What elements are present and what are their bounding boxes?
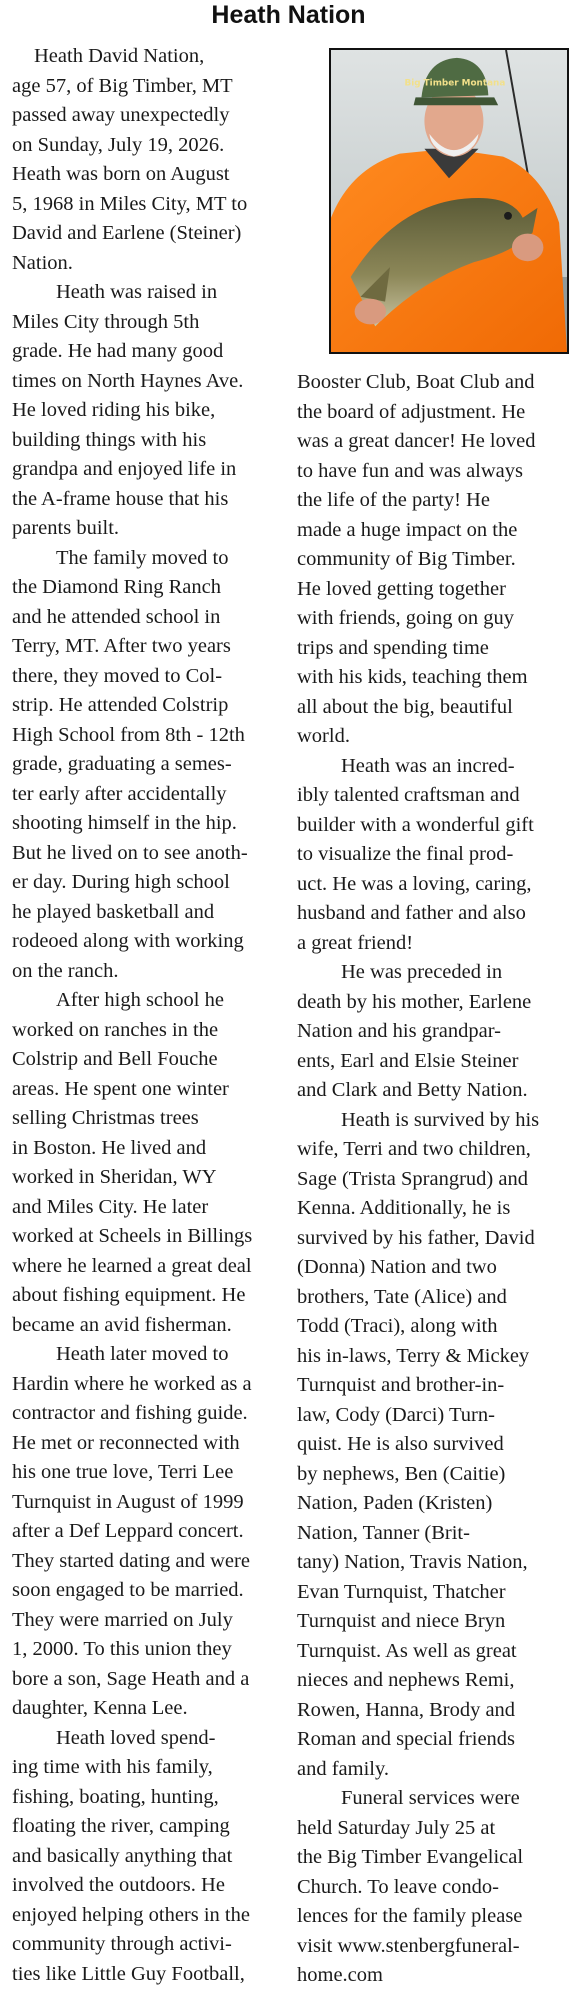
right-column-line: Turnquist and niece Bryn (297, 1610, 506, 1632)
right-column-line: the board of adjustment. He (297, 400, 526, 423)
left-column-line: and he attended school in (12, 605, 221, 628)
right-column-line: Nation and his grandpar- (297, 1020, 501, 1042)
left-column-line: er day. During high school (12, 871, 230, 893)
right-column-line: a great friend! (297, 931, 414, 954)
right-column-line: survived by his father, David (297, 1226, 535, 1249)
right-column-line: Church. To leave condo- (297, 1875, 499, 1898)
left-column-line: on the ranch. (12, 959, 119, 982)
left-column-line: 1, 2000. To this union they (12, 1638, 232, 1660)
left-column-line: age 57, of Big Timber, MT (12, 74, 233, 97)
angler-holding-fish-image (331, 50, 567, 352)
right-column-line: to have fun and was always (297, 459, 524, 482)
left-column-line: grade. He had many good (12, 340, 224, 362)
right-column-line: and Clark and Betty Nation. (297, 1079, 528, 1101)
right-column-line: trips and spending time (297, 636, 489, 659)
right-column-line: with friends, going on guy (297, 607, 514, 629)
left-column-line: on Sunday, July 19, 2026. (12, 133, 225, 156)
obituary-column-left (12, 42, 290, 1989)
left-column-line: fishing, boating, hunting, (12, 1785, 219, 1808)
left-column-line: building things with his (12, 428, 207, 451)
right-column-line: Sage (Trista Sprangrud) and (297, 1167, 528, 1190)
right-column-line: (Donna) Nation and two (297, 1256, 497, 1278)
left-column-line: shooting himself in the hip. (12, 812, 237, 834)
right-column-line: the Big Timber Evangelical (297, 1846, 524, 1868)
right-column-line: ibly talented craftsman and (297, 784, 520, 806)
left-column-line: parents built. (12, 517, 120, 539)
right-column-line: brothers, Tate (Alice) and (297, 1285, 507, 1308)
right-column-line: builder with a wonderful gift (297, 813, 534, 836)
left-column-line: and Miles City. He later (12, 1195, 209, 1218)
right-column-line: Booster Club, Boat Club and (297, 371, 535, 393)
left-column-line: bore a son, Sage Heath and a (12, 1667, 250, 1690)
left-column-line: ing time with his family, (12, 1756, 213, 1778)
right-column-line: wife, Terri and two children, (297, 1138, 531, 1160)
right-column-line: was a great dancer! He loved (297, 430, 536, 452)
left-column-line: the A-frame house that his (12, 487, 229, 510)
left-column-line: 5, 1968 in Miles City, MT to (12, 192, 248, 215)
right-column-line: lences for the family please (297, 1905, 523, 1927)
left-column-line: worked at Scheels in Billings (12, 1225, 253, 1247)
right-column-line: He was preceded in (341, 961, 503, 983)
left-column-line: He met or reconnected with (12, 1431, 240, 1454)
left-column-line: They started dating and were (12, 1549, 250, 1572)
left-column-line: where he learned a great deal (12, 1254, 252, 1277)
right-column-line: Kenna. Additionally, he is (297, 1197, 511, 1219)
left-column-line: and basically anything that (12, 1844, 233, 1867)
left-column-line: Heath loved spend- (56, 1726, 216, 1749)
left-column-line: areas. He spent one winter (12, 1077, 229, 1100)
left-column-line: High School from 8th - 12th (12, 723, 245, 746)
right-column-line: Roman and special friends (297, 1728, 516, 1750)
left-column-line: He loved riding his bike, (12, 399, 216, 421)
right-column-line: Nation, Paden (Kristen) (297, 1492, 493, 1514)
left-column-line: about fishing equipment. He (12, 1284, 246, 1306)
left-column-line: after a Def Leppard concert. (12, 1520, 244, 1542)
left-column-line: rodeoed along with working (12, 930, 244, 952)
left-column-line: community through activi- (12, 1933, 232, 1955)
right-column-line: the life of the party! He (297, 489, 490, 511)
left-column-line: selling Christmas trees (12, 1107, 199, 1129)
left-column-line: Heath was raised in (56, 281, 218, 303)
right-column-line: Rowen, Hanna, Brody and (297, 1698, 516, 1721)
right-column-line: death by his mother, Earlene (297, 990, 532, 1013)
left-column-line: Colstrip and Bell Fouche (12, 1048, 218, 1070)
left-column-line: passed away unexpectedly (12, 104, 230, 126)
left-column-line: daughter, Kenna Lee. (12, 1697, 188, 1719)
left-column-line: in Boston. He lived and (12, 1136, 207, 1159)
right-column-line: Turnquist. As well as great (297, 1639, 517, 1662)
right-column-line: husband and father and also (297, 902, 526, 924)
left-column-line: worked in Sheridan, WY (12, 1166, 217, 1188)
left-column-line: worked on ranches in the (12, 1018, 219, 1041)
right-column-line: ents, Earl and Elsie Steiner (297, 1049, 519, 1072)
left-column-line: Hardin where he worked as a (12, 1372, 252, 1395)
left-column-line: grade, graduating a semes- (12, 753, 232, 775)
left-column-line: floating the river, camping (12, 1815, 230, 1837)
right-column-line: tany) Nation, Travis Nation, (297, 1551, 528, 1573)
left-column-line: his one true love, Terri Lee (12, 1461, 234, 1483)
left-column-line: ter early after accidentally (12, 782, 227, 805)
right-column-line: his in-laws, Terry & Mickey (297, 1344, 530, 1367)
left-column-line: Nation. (12, 251, 73, 274)
left-column-line: Heath David Nation, (34, 45, 205, 67)
right-column-line: Evan Turnquist, Thatcher (297, 1580, 506, 1603)
right-column-line: quist. He is also survived (297, 1433, 504, 1455)
left-column-line: They were married on July (12, 1608, 233, 1631)
left-column-line: But he lived on to see anoth- (12, 841, 248, 864)
right-column-line: held Saturday July 25 at (297, 1816, 496, 1839)
left-column-line: Miles City through 5th (12, 310, 200, 333)
right-column-line: and family. (297, 1757, 390, 1780)
right-column-line: Nation, Tanner (Brit- (297, 1521, 470, 1544)
left-column-line: Turnquist in August of 1999 (12, 1490, 244, 1513)
right-column-line: made a huge impact on the (297, 518, 518, 541)
left-column-line: became an avid fisherman. (12, 1313, 232, 1336)
left-column-line: enjoyed helping others in the (12, 1903, 250, 1926)
left-column-line: The family moved to (56, 546, 229, 569)
right-column-line: home.com (297, 1964, 383, 1986)
right-column-line: community of Big Timber. (297, 548, 516, 570)
left-column-line: Heath was born on August (12, 163, 230, 185)
left-column-line: the Diamond Ring Ranch (12, 576, 221, 598)
left-column-line: After high school he (56, 989, 224, 1011)
right-column-line: all about the big, beautiful (297, 695, 513, 718)
left-column-line: ties like Little Guy Football, (12, 1962, 245, 1985)
left-column-line: Heath later moved to (56, 1343, 229, 1365)
right-column-line: Heath is survived by his (341, 1108, 540, 1131)
right-column-line: Turnquist and brother-in- (297, 1374, 505, 1396)
left-column-line: there, they moved to Col- (12, 664, 223, 687)
right-column-line: Funeral services were (341, 1787, 520, 1809)
portrait-photo (329, 48, 569, 354)
right-column-line: world. (297, 725, 350, 747)
left-column-line: times on North Haynes Ave. (12, 369, 244, 392)
obituary-column-right (297, 368, 572, 1991)
right-column-line: with his kids, teaching them (297, 666, 528, 688)
right-column-line: by nephews, Ben (Caitie) (297, 1462, 506, 1485)
left-column-line: contractor and fishing guide. (12, 1402, 248, 1424)
left-column-line: strip. He attended Colstrip (12, 694, 229, 716)
right-column-line: uct. He was a loving, caring, (297, 872, 532, 895)
right-column-line: to visualize the final prod- (297, 843, 514, 865)
right-column-line: nieces and nephews Remi, (297, 1669, 515, 1691)
right-column-line: Todd (Traci), along with (297, 1315, 498, 1337)
left-column-line: he played basketball and (12, 900, 215, 923)
left-column-line: involved the outdoors. He (12, 1874, 225, 1896)
obituary-title: Heath Nation (211, 1, 366, 29)
left-column-line: grandpa and enjoyed life in (12, 458, 237, 480)
right-column-line: Heath was an incred- (341, 754, 515, 777)
left-column-line: David and Earlene (Steiner) (12, 222, 242, 244)
left-column-line: soon engaged to be married. (12, 1579, 244, 1601)
left-column-line: Terry, MT. After two years (12, 635, 231, 657)
right-column-line: law, Cody (Darci) Turn- (297, 1403, 495, 1426)
right-column-line: visit www.stenbergfuneral- (297, 1934, 520, 1957)
right-column-line: He loved getting together (297, 577, 506, 600)
cap-logo-text: Big Timber Montana (404, 78, 506, 89)
